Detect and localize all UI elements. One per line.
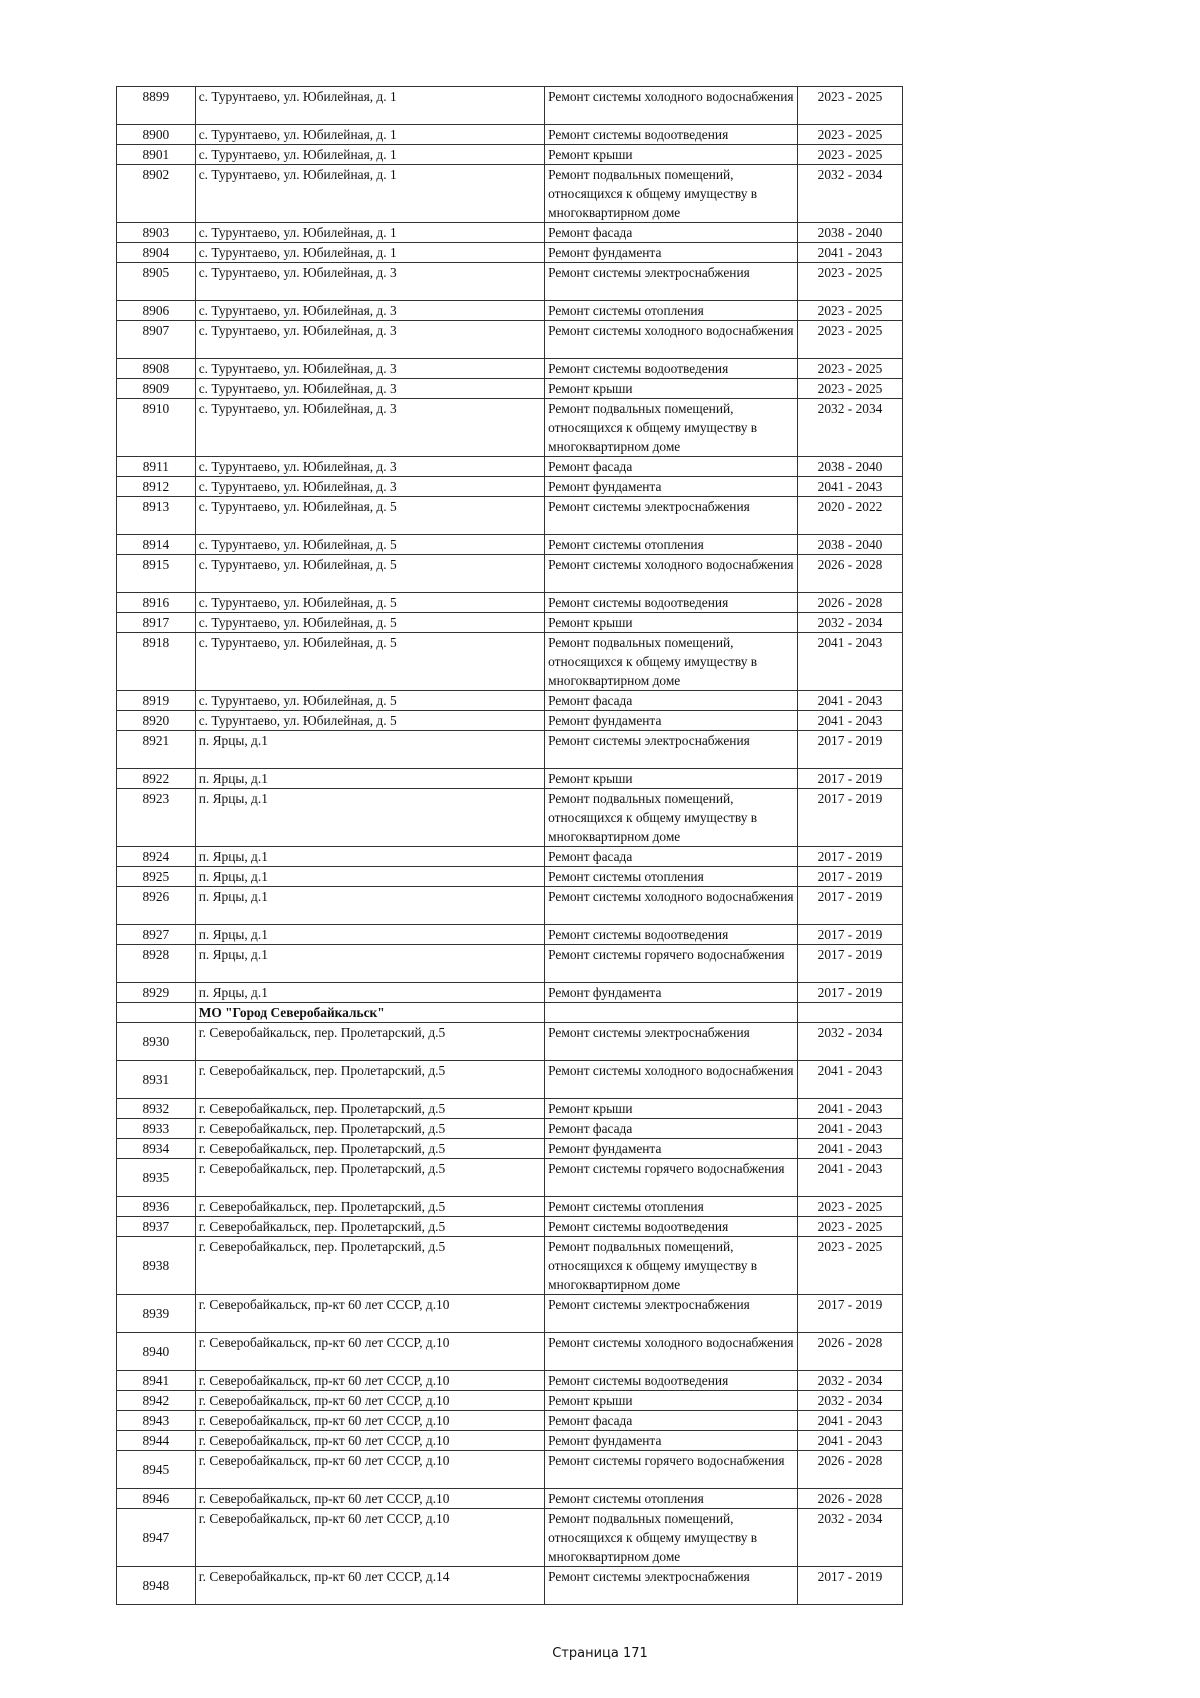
table-row	[117, 457, 903, 477]
period-cell	[798, 1003, 903, 1023]
table-row	[117, 1489, 903, 1509]
address-cell: с. Турунтаево, ул. Юбилейная, д. 5	[195, 711, 544, 731]
period-cell: 2032 - 2034	[798, 1391, 903, 1411]
period-cell: 2032 - 2034	[798, 165, 903, 223]
table-row	[117, 497, 903, 535]
work-type-cell: Ремонт системы холодного водоснабжения	[545, 1333, 798, 1371]
table-row	[117, 87, 903, 125]
row-number-cell: 8929	[117, 983, 196, 1003]
table-row	[117, 1237, 903, 1295]
row-number-cell	[117, 1003, 196, 1023]
period-cell: 2017 - 2019	[798, 847, 903, 867]
period-cell: 2023 - 2025	[798, 263, 903, 301]
table-row	[117, 1119, 903, 1139]
address-cell: г. Северобайкальск, пер. Пролетарский, д.5	[195, 1139, 544, 1159]
section-header-row	[117, 1003, 903, 1023]
address-cell: г. Северобайкальск, пер. Пролетарский, д.5	[195, 1023, 544, 1061]
period-cell: 2032 - 2034	[798, 1371, 903, 1391]
table-body	[117, 87, 903, 1605]
work-type-cell: Ремонт системы холодного водоснабжения	[545, 1061, 798, 1099]
period-cell: 2041 - 2043	[798, 691, 903, 711]
address-cell: г. Северобайкальск, пр-кт 60 лет СССР, д.10	[195, 1431, 544, 1451]
work-type-cell: Ремонт системы отопления	[545, 867, 798, 887]
period-cell: 2038 - 2040	[798, 457, 903, 477]
row-number-cell: 8909	[117, 379, 196, 399]
work-type-cell: Ремонт фасада	[545, 457, 798, 477]
row-number-cell: 8926	[117, 887, 196, 925]
period-cell: 2032 - 2034	[798, 1509, 903, 1567]
address-cell: г. Северобайкальск, пер. Пролетарский, д.5	[195, 1119, 544, 1139]
address-cell: с. Турунтаево, ул. Юбилейная, д. 5	[195, 613, 544, 633]
row-number-cell: 8932	[117, 1099, 196, 1119]
work-type-cell: Ремонт системы электроснабжения	[545, 1567, 798, 1605]
period-cell: 2041 - 2043	[798, 633, 903, 691]
row-number-cell: 8912	[117, 477, 196, 497]
table-row	[117, 165, 903, 223]
address-cell: с. Турунтаево, ул. Юбилейная, д. 1	[195, 87, 544, 125]
period-cell: 2032 - 2034	[798, 399, 903, 457]
row-number-cell: 8935	[117, 1159, 196, 1197]
address-cell: г. Северобайкальск, пр-кт 60 лет СССР, д.10	[195, 1333, 544, 1371]
row-number-cell: 8915	[117, 555, 196, 593]
work-type-cell: Ремонт системы водоотведения	[545, 1217, 798, 1237]
period-cell: 2017 - 2019	[798, 769, 903, 789]
row-number-cell: 8948	[117, 1567, 196, 1605]
work-type-cell: Ремонт подвальных помещений, относящихся к общему имуществу в многоквартирном доме	[545, 633, 798, 691]
row-number-cell: 8934	[117, 1139, 196, 1159]
table-row	[117, 1023, 903, 1061]
row-number-cell: 8937	[117, 1217, 196, 1237]
row-number-cell: 8910	[117, 399, 196, 457]
address-cell: с. Турунтаево, ул. Юбилейная, д. 3	[195, 379, 544, 399]
work-type-cell: Ремонт крыши	[545, 145, 798, 165]
address-cell: г. Северобайкальск, пер. Пролетарский, д.5	[195, 1217, 544, 1237]
work-type-cell: Ремонт фасада	[545, 223, 798, 243]
row-number-cell: 8942	[117, 1391, 196, 1411]
address-cell: с. Турунтаево, ул. Юбилейная, д. 5	[195, 497, 544, 535]
address-cell: с. Турунтаево, ул. Юбилейная, д. 3	[195, 399, 544, 457]
table-row	[117, 535, 903, 555]
address-cell: п. Ярцы, д.1	[195, 887, 544, 925]
address-cell: с. Турунтаево, ул. Юбилейная, д. 1	[195, 145, 544, 165]
period-cell: 2026 - 2028	[798, 1333, 903, 1371]
work-type-cell: Ремонт крыши	[545, 769, 798, 789]
address-cell: г. Северобайкальск, пер. Пролетарский, д.5	[195, 1197, 544, 1217]
period-cell: 2041 - 2043	[798, 477, 903, 497]
row-number-cell: 8930	[117, 1023, 196, 1061]
table-row	[117, 125, 903, 145]
address-cell: п. Ярцы, д.1	[195, 731, 544, 769]
table-row	[117, 223, 903, 243]
work-type-cell: Ремонт фундамента	[545, 477, 798, 497]
work-type-cell: Ремонт крыши	[545, 1391, 798, 1411]
period-cell: 2041 - 2043	[798, 1061, 903, 1099]
row-number-cell: 8941	[117, 1371, 196, 1391]
row-number-cell: 8899	[117, 87, 196, 125]
table-row	[117, 1295, 903, 1333]
row-number-cell: 8936	[117, 1197, 196, 1217]
table-row	[117, 925, 903, 945]
period-cell: 2020 - 2022	[798, 497, 903, 535]
address-cell: г. Северобайкальск, пер. Пролетарский, д.5	[195, 1237, 544, 1295]
work-type-cell: Ремонт системы отопления	[545, 1489, 798, 1509]
table-row	[117, 263, 903, 301]
period-cell: 2023 - 2025	[798, 321, 903, 359]
row-number-cell: 8907	[117, 321, 196, 359]
table-row	[117, 1567, 903, 1605]
table-row	[117, 243, 903, 263]
address-cell: п. Ярцы, д.1	[195, 847, 544, 867]
table-row	[117, 1333, 903, 1371]
work-type-cell: Ремонт крыши	[545, 613, 798, 633]
period-cell: 2017 - 2019	[798, 945, 903, 983]
row-number-cell: 8917	[117, 613, 196, 633]
period-cell: 2023 - 2025	[798, 145, 903, 165]
row-number-cell: 8925	[117, 867, 196, 887]
work-type-cell: Ремонт системы водоотведения	[545, 1371, 798, 1391]
work-type-cell: Ремонт системы водоотведения	[545, 925, 798, 945]
address-cell: с. Турунтаево, ул. Юбилейная, д. 3	[195, 457, 544, 477]
table-row	[117, 145, 903, 165]
row-number-cell: 8918	[117, 633, 196, 691]
work-type-cell: Ремонт системы холодного водоснабжения	[545, 887, 798, 925]
row-number-cell: 8920	[117, 711, 196, 731]
work-type-cell: Ремонт системы электроснабжения	[545, 1295, 798, 1333]
work-type-cell: Ремонт системы электроснабжения	[545, 731, 798, 769]
work-type-cell: Ремонт фундамента	[545, 1139, 798, 1159]
address-cell: с. Турунтаево, ул. Юбилейная, д. 1	[195, 165, 544, 223]
work-type-cell: Ремонт крыши	[545, 1099, 798, 1119]
work-type-cell: Ремонт системы электроснабжения	[545, 263, 798, 301]
work-type-cell: Ремонт фундамента	[545, 711, 798, 731]
work-type-cell: Ремонт системы горячего водоснабжения	[545, 1159, 798, 1197]
address-cell: п. Ярцы, д.1	[195, 867, 544, 887]
table-row	[117, 1431, 903, 1451]
table-row	[117, 301, 903, 321]
row-number-cell: 8943	[117, 1411, 196, 1431]
work-type-cell: Ремонт крыши	[545, 379, 798, 399]
period-cell: 2023 - 2025	[798, 87, 903, 125]
row-number-cell: 8916	[117, 593, 196, 613]
period-cell: 2026 - 2028	[798, 555, 903, 593]
work-type-cell	[545, 1003, 798, 1023]
row-number-cell: 8902	[117, 165, 196, 223]
work-type-cell: Ремонт системы отопления	[545, 301, 798, 321]
period-cell: 2023 - 2025	[798, 1237, 903, 1295]
work-type-cell: Ремонт системы холодного водоснабжения	[545, 555, 798, 593]
address-cell: г. Северобайкальск, пер. Пролетарский, д.5	[195, 1099, 544, 1119]
address-cell: г. Северобайкальск, пр-кт 60 лет СССР, д.10	[195, 1411, 544, 1431]
period-cell: 2026 - 2028	[798, 1451, 903, 1489]
row-number-cell: 8944	[117, 1431, 196, 1451]
row-number-cell: 8905	[117, 263, 196, 301]
table-row	[117, 1371, 903, 1391]
address-cell: с. Турунтаево, ул. Юбилейная, д. 1	[195, 243, 544, 263]
address-cell: г. Северобайкальск, пр-кт 60 лет СССР, д.10	[195, 1391, 544, 1411]
row-number-cell: 8908	[117, 359, 196, 379]
table-row	[117, 887, 903, 925]
table-row	[117, 769, 903, 789]
address-cell: п. Ярцы, д.1	[195, 983, 544, 1003]
row-number-cell: 8922	[117, 769, 196, 789]
row-number-cell: 8906	[117, 301, 196, 321]
period-cell: 2032 - 2034	[798, 613, 903, 633]
address-cell: с. Турунтаево, ул. Юбилейная, д. 3	[195, 263, 544, 301]
work-type-cell: Ремонт фундамента	[545, 243, 798, 263]
period-cell: 2032 - 2034	[798, 1023, 903, 1061]
work-type-cell: Ремонт фасада	[545, 1119, 798, 1139]
work-type-cell: Ремонт системы отопления	[545, 535, 798, 555]
address-cell: с. Турунтаево, ул. Юбилейная, д. 5	[195, 535, 544, 555]
address-cell: п. Ярцы, д.1	[195, 789, 544, 847]
period-cell: 2017 - 2019	[798, 731, 903, 769]
work-type-cell: Ремонт системы холодного водоснабжения	[545, 87, 798, 125]
row-number-cell: 8914	[117, 535, 196, 555]
work-type-cell: Ремонт системы холодного водоснабжения	[545, 321, 798, 359]
work-type-cell: Ремонт системы водоотведения	[545, 125, 798, 145]
row-number-cell: 8947	[117, 1509, 196, 1567]
table-row	[117, 1159, 903, 1197]
row-number-cell: 8923	[117, 789, 196, 847]
table-row	[117, 1099, 903, 1119]
period-cell: 2041 - 2043	[798, 1139, 903, 1159]
address-cell: с. Турунтаево, ул. Юбилейная, д. 1	[195, 125, 544, 145]
period-cell: 2041 - 2043	[798, 1431, 903, 1451]
row-number-cell: 8945	[117, 1451, 196, 1489]
work-type-cell: Ремонт подвальных помещений, относящихся к общему имуществу в многоквартирном доме	[545, 399, 798, 457]
table-row	[117, 983, 903, 1003]
address-cell: г. Северобайкальск, пр-кт 60 лет СССР, д.10	[195, 1509, 544, 1567]
address-cell: с. Турунтаево, ул. Юбилейная, д. 1	[195, 223, 544, 243]
table-row	[117, 613, 903, 633]
period-cell: 2038 - 2040	[798, 223, 903, 243]
address-cell: с. Турунтаево, ул. Юбилейная, д. 3	[195, 359, 544, 379]
address-cell: г. Северобайкальск, пр-кт 60 лет СССР, д.10	[195, 1451, 544, 1489]
row-number-cell: 8904	[117, 243, 196, 263]
table-row	[117, 477, 903, 497]
table-row	[117, 1061, 903, 1099]
row-number-cell: 8911	[117, 457, 196, 477]
row-number-cell: 8903	[117, 223, 196, 243]
address-cell: п. Ярцы, д.1	[195, 925, 544, 945]
row-number-cell: 8900	[117, 125, 196, 145]
address-cell: с. Турунтаево, ул. Юбилейная, д. 5	[195, 555, 544, 593]
period-cell: 2041 - 2043	[798, 243, 903, 263]
row-number-cell: 8919	[117, 691, 196, 711]
work-type-cell: Ремонт фундамента	[545, 983, 798, 1003]
row-number-cell: 8931	[117, 1061, 196, 1099]
table-row	[117, 711, 903, 731]
repair-schedule-table	[116, 86, 903, 1605]
table-row	[117, 1451, 903, 1489]
table-row	[117, 555, 903, 593]
address-cell: п. Ярцы, д.1	[195, 945, 544, 983]
address-cell: с. Турунтаево, ул. Юбилейная, д. 3	[195, 321, 544, 359]
row-number-cell: 8901	[117, 145, 196, 165]
period-cell: 2038 - 2040	[798, 535, 903, 555]
row-number-cell: 8913	[117, 497, 196, 535]
period-cell: 2041 - 2043	[798, 1411, 903, 1431]
work-type-cell: Ремонт фундамента	[545, 1431, 798, 1451]
address-cell: с. Турунтаево, ул. Юбилейная, д. 5	[195, 593, 544, 613]
work-type-cell: Ремонт подвальных помещений, относящихся к общему имуществу в многоквартирном доме	[545, 165, 798, 223]
table-row	[117, 1139, 903, 1159]
table-row	[117, 1411, 903, 1431]
address-cell: с. Турунтаево, ул. Юбилейная, д. 3	[195, 301, 544, 321]
period-cell: 2023 - 2025	[798, 359, 903, 379]
period-cell: 2017 - 2019	[798, 1295, 903, 1333]
period-cell: 2041 - 2043	[798, 1159, 903, 1197]
work-type-cell: Ремонт системы водоотведения	[545, 593, 798, 613]
address-cell: г. Северобайкальск, пр-кт 60 лет СССР, д.10	[195, 1371, 544, 1391]
work-type-cell: Ремонт фасада	[545, 1411, 798, 1431]
address-cell: г. Северобайкальск, пр-кт 60 лет СССР, д.10	[195, 1489, 544, 1509]
work-type-cell: Ремонт системы отопления	[545, 1197, 798, 1217]
work-type-cell: Ремонт фасада	[545, 691, 798, 711]
page-number-label: Страница 171	[552, 1646, 648, 1661]
table-row	[117, 593, 903, 613]
row-number-cell: 8927	[117, 925, 196, 945]
table-row	[117, 399, 903, 457]
table-row	[117, 945, 903, 983]
period-cell: 2026 - 2028	[798, 1489, 903, 1509]
table-row	[117, 1197, 903, 1217]
row-number-cell: 8933	[117, 1119, 196, 1139]
address-cell: МО "Город Северобайкальск"	[195, 1003, 544, 1023]
table-row	[117, 731, 903, 769]
row-number-cell: 8946	[117, 1489, 196, 1509]
table-row	[117, 691, 903, 711]
period-cell: 2017 - 2019	[798, 867, 903, 887]
row-number-cell: 8940	[117, 1333, 196, 1371]
address-cell: с. Турунтаево, ул. Юбилейная, д. 3	[195, 477, 544, 497]
work-type-cell: Ремонт системы электроснабжения	[545, 1023, 798, 1061]
period-cell: 2017 - 2019	[798, 983, 903, 1003]
period-cell: 2017 - 2019	[798, 925, 903, 945]
period-cell: 2023 - 2025	[798, 1217, 903, 1237]
work-type-cell: Ремонт подвальных помещений, относящихся к общему имуществу в многоквартирном доме	[545, 1237, 798, 1295]
period-cell: 2017 - 2019	[798, 789, 903, 847]
period-cell: 2017 - 2019	[798, 1567, 903, 1605]
row-number-cell: 8924	[117, 847, 196, 867]
row-number-cell: 8938	[117, 1237, 196, 1295]
page-footer	[0, 1646, 1200, 1661]
table-row	[117, 1217, 903, 1237]
work-type-cell: Ремонт системы электроснабжения	[545, 497, 798, 535]
work-type-cell: Ремонт подвальных помещений, относящихся к общему имуществу в многоквартирном доме	[545, 789, 798, 847]
period-cell: 2017 - 2019	[798, 887, 903, 925]
table-row	[117, 1509, 903, 1567]
address-cell: с. Турунтаево, ул. Юбилейная, д. 5	[195, 691, 544, 711]
row-number-cell: 8939	[117, 1295, 196, 1333]
address-cell: г. Северобайкальск, пр-кт 60 лет СССР, д.10	[195, 1295, 544, 1333]
address-cell: г. Северобайкальск, пер. Пролетарский, д.5	[195, 1061, 544, 1099]
period-cell: 2026 - 2028	[798, 593, 903, 613]
address-cell: п. Ярцы, д.1	[195, 769, 544, 789]
period-cell: 2023 - 2025	[798, 379, 903, 399]
table-row	[117, 359, 903, 379]
period-cell: 2041 - 2043	[798, 1119, 903, 1139]
table-row	[117, 867, 903, 887]
table-row	[117, 321, 903, 359]
period-cell: 2023 - 2025	[798, 125, 903, 145]
table-row	[117, 1391, 903, 1411]
address-cell: с. Турунтаево, ул. Юбилейная, д. 5	[195, 633, 544, 691]
table-row	[117, 847, 903, 867]
work-type-cell: Ремонт системы горячего водоснабжения	[545, 945, 798, 983]
table-row	[117, 633, 903, 691]
work-type-cell: Ремонт системы горячего водоснабжения	[545, 1451, 798, 1489]
period-cell: 2041 - 2043	[798, 711, 903, 731]
period-cell: 2041 - 2043	[798, 1099, 903, 1119]
work-type-cell: Ремонт системы водоотведения	[545, 359, 798, 379]
work-type-cell: Ремонт подвальных помещений, относящихся к общему имуществу в многоквартирном доме	[545, 1509, 798, 1567]
address-cell: г. Северобайкальск, пр-кт 60 лет СССР, д.14	[195, 1567, 544, 1605]
period-cell: 2023 - 2025	[798, 1197, 903, 1217]
table-row	[117, 379, 903, 399]
row-number-cell: 8921	[117, 731, 196, 769]
table-row	[117, 789, 903, 847]
work-type-cell: Ремонт фасада	[545, 847, 798, 867]
row-number-cell: 8928	[117, 945, 196, 983]
address-cell: г. Северобайкальск, пер. Пролетарский, д.5	[195, 1159, 544, 1197]
period-cell: 2023 - 2025	[798, 301, 903, 321]
